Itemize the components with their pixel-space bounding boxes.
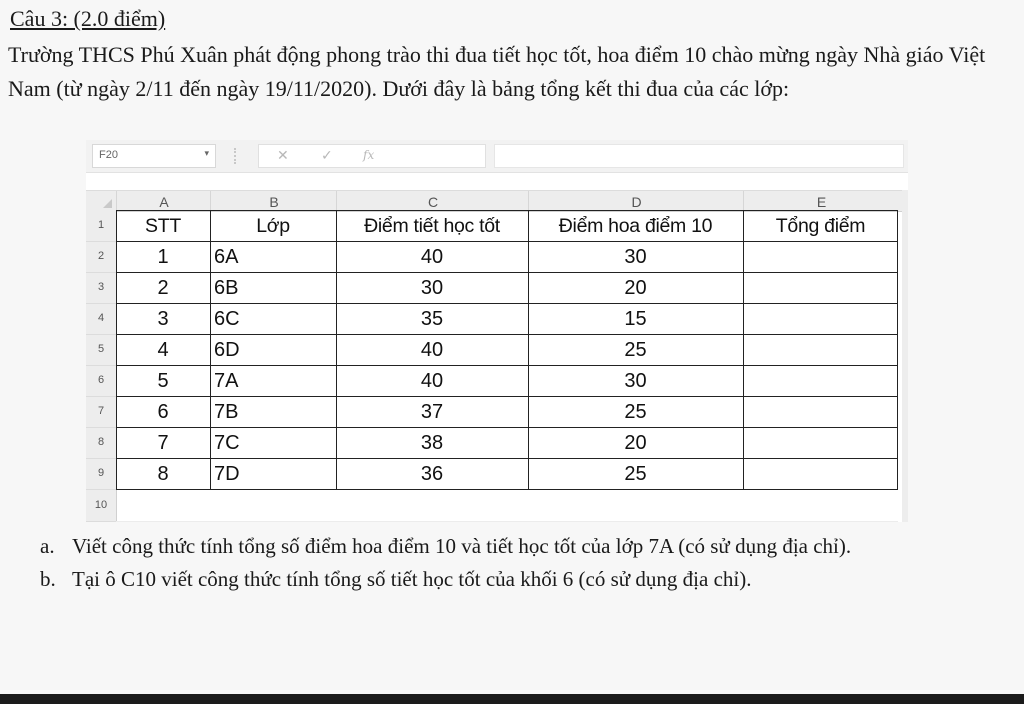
cell-tong-diem[interactable]	[743, 303, 898, 334]
column-header-d[interactable]: D	[528, 191, 744, 211]
bottom-border	[0, 694, 1024, 704]
row-header-5[interactable]: 5	[86, 334, 116, 366]
row-header-10[interactable]: 10	[86, 490, 116, 522]
cell-tong-diem[interactable]	[743, 427, 898, 458]
cell-stt[interactable]: 2	[157, 277, 169, 299]
cell-tiet-hoc-tot[interactable]: 37	[420, 401, 444, 423]
header-cell-stt[interactable]: STT	[145, 215, 181, 237]
dropdown-arrow-icon[interactable]: ▾	[204, 148, 209, 158]
formula-buttons	[258, 144, 486, 168]
cell-hoa-diem-10[interactable]: 30	[624, 246, 647, 268]
cell-hoa-diem-10[interactable]: 30	[624, 370, 647, 392]
select-all-corner[interactable]	[86, 191, 116, 211]
column-header-b[interactable]: B	[210, 191, 337, 211]
cell-tong-diem[interactable]	[743, 396, 898, 427]
task-b-text: Tại ô C10 viết công thức tính tổng số tiết học tốt của khối 6 (có sử dụng địa chỉ).	[72, 567, 752, 591]
name-box[interactable]	[92, 144, 216, 168]
cell-tong-diem[interactable]	[743, 272, 898, 303]
cell-tong-diem[interactable]	[743, 334, 898, 365]
row-header-4[interactable]: 4	[86, 303, 116, 335]
cell-lop[interactable]: 7D	[214, 463, 240, 485]
row-header-8[interactable]: 8	[86, 427, 116, 459]
cancel-icon[interactable]: ✕	[277, 147, 289, 163]
row-header-7[interactable]: 7	[86, 396, 116, 428]
task-a-text: Viết công thức tính tổng số điểm hoa điểm 10 và tiết học tốt của lớp 7A (có sử dụng địa chỉ).	[72, 534, 852, 558]
formula-bar-grip	[234, 148, 240, 164]
empty-row-10[interactable]	[116, 490, 898, 522]
question-title: Câu 3: (2.0 điểm)	[10, 6, 166, 31]
cell-tiet-hoc-tot[interactable]: 30	[420, 277, 444, 299]
cell-tiet-hoc-tot[interactable]: 40	[420, 370, 444, 392]
cell-tiet-hoc-tot[interactable]: 36	[420, 463, 444, 485]
cell-hoa-diem-10[interactable]: 25	[624, 401, 647, 423]
cell-stt[interactable]: 6	[157, 401, 169, 423]
cell-lop[interactable]: 7C	[214, 432, 240, 454]
cell-stt[interactable]: 8	[157, 463, 169, 485]
row-header-3[interactable]: 3	[86, 272, 116, 304]
cell-stt[interactable]: 5	[157, 370, 169, 392]
header-cell-tong-diem[interactable]: Tổng điểm	[775, 215, 866, 237]
column-header-c[interactable]: C	[336, 191, 529, 211]
header-cell-lop[interactable]: Lớp	[256, 215, 290, 237]
cell-stt[interactable]: 1	[157, 246, 169, 268]
task-list	[40, 532, 940, 594]
cell-hoa-diem-10[interactable]: 25	[624, 339, 647, 361]
name-box-value: F20	[99, 149, 118, 161]
cell-lop[interactable]: 7A	[214, 370, 239, 392]
cell-lop[interactable]: 6C	[214, 308, 240, 330]
cell-tiet-hoc-tot[interactable]: 38	[420, 432, 444, 454]
cell-hoa-diem-10[interactable]: 25	[624, 463, 647, 485]
cell-lop[interactable]: 6B	[214, 277, 239, 299]
cell-hoa-diem-10[interactable]: 15	[624, 308, 647, 330]
row-headers	[86, 210, 117, 522]
cell-lop[interactable]: 6A	[214, 246, 239, 268]
sheet-scroll-edge	[902, 190, 908, 522]
cell-tiet-hoc-tot[interactable]: 40	[420, 246, 444, 268]
task-a	[40, 532, 940, 561]
task-b-marker: b.	[40, 567, 56, 591]
cell-tiet-hoc-tot[interactable]: 40	[420, 339, 444, 361]
fx-icon[interactable]: fx	[363, 148, 375, 162]
cell-lop[interactable]: 6D	[214, 339, 240, 361]
formula-bar	[86, 140, 908, 173]
formula-input[interactable]	[494, 144, 904, 168]
cell-hoa-diem-10[interactable]: 20	[624, 277, 647, 299]
header-cell-tiet-hoc-tot[interactable]: Điểm tiết học tốt	[364, 215, 500, 237]
confirm-icon[interactable]: ✓	[321, 147, 333, 163]
column-header-e[interactable]: E	[743, 191, 899, 211]
header-cell-hoa-diem-10[interactable]: Điểm hoa điểm 10	[558, 215, 713, 237]
cell-tiet-hoc-tot[interactable]: 35	[420, 308, 444, 330]
spreadsheet-screenshot	[86, 140, 908, 522]
row-header-1[interactable]: 1	[86, 210, 116, 242]
cell-tong-diem[interactable]	[743, 365, 898, 396]
task-b	[40, 565, 940, 594]
row-header-2[interactable]: 2	[86, 241, 116, 273]
cell-tong-diem[interactable]	[743, 241, 898, 272]
cell-stt[interactable]: 7	[157, 432, 169, 454]
task-a-marker: a.	[40, 534, 55, 558]
cell-stt[interactable]: 3	[157, 308, 169, 330]
row-header-9[interactable]: 9	[86, 458, 116, 490]
cell-stt[interactable]: 4	[157, 339, 169, 361]
column-header-a[interactable]: A	[116, 191, 211, 211]
cell-lop[interactable]: 7B	[214, 401, 239, 423]
cell-tong-diem[interactable]	[743, 458, 898, 489]
row-header-6[interactable]: 6	[86, 365, 116, 397]
column-headers	[86, 190, 908, 212]
cell-hoa-diem-10[interactable]: 20	[624, 432, 647, 454]
question-intro: Trường THCS Phú Xuân phát động phong trào thi đua tiết học tốt, hoa điểm 10 chào mừng ngày Nhà giáo Việt Nam (từ ngày 2/11 đến ngày 19/11/2020). Dưới đây là bảng tổng kết thi đua của các lớp:	[8, 42, 986, 101]
